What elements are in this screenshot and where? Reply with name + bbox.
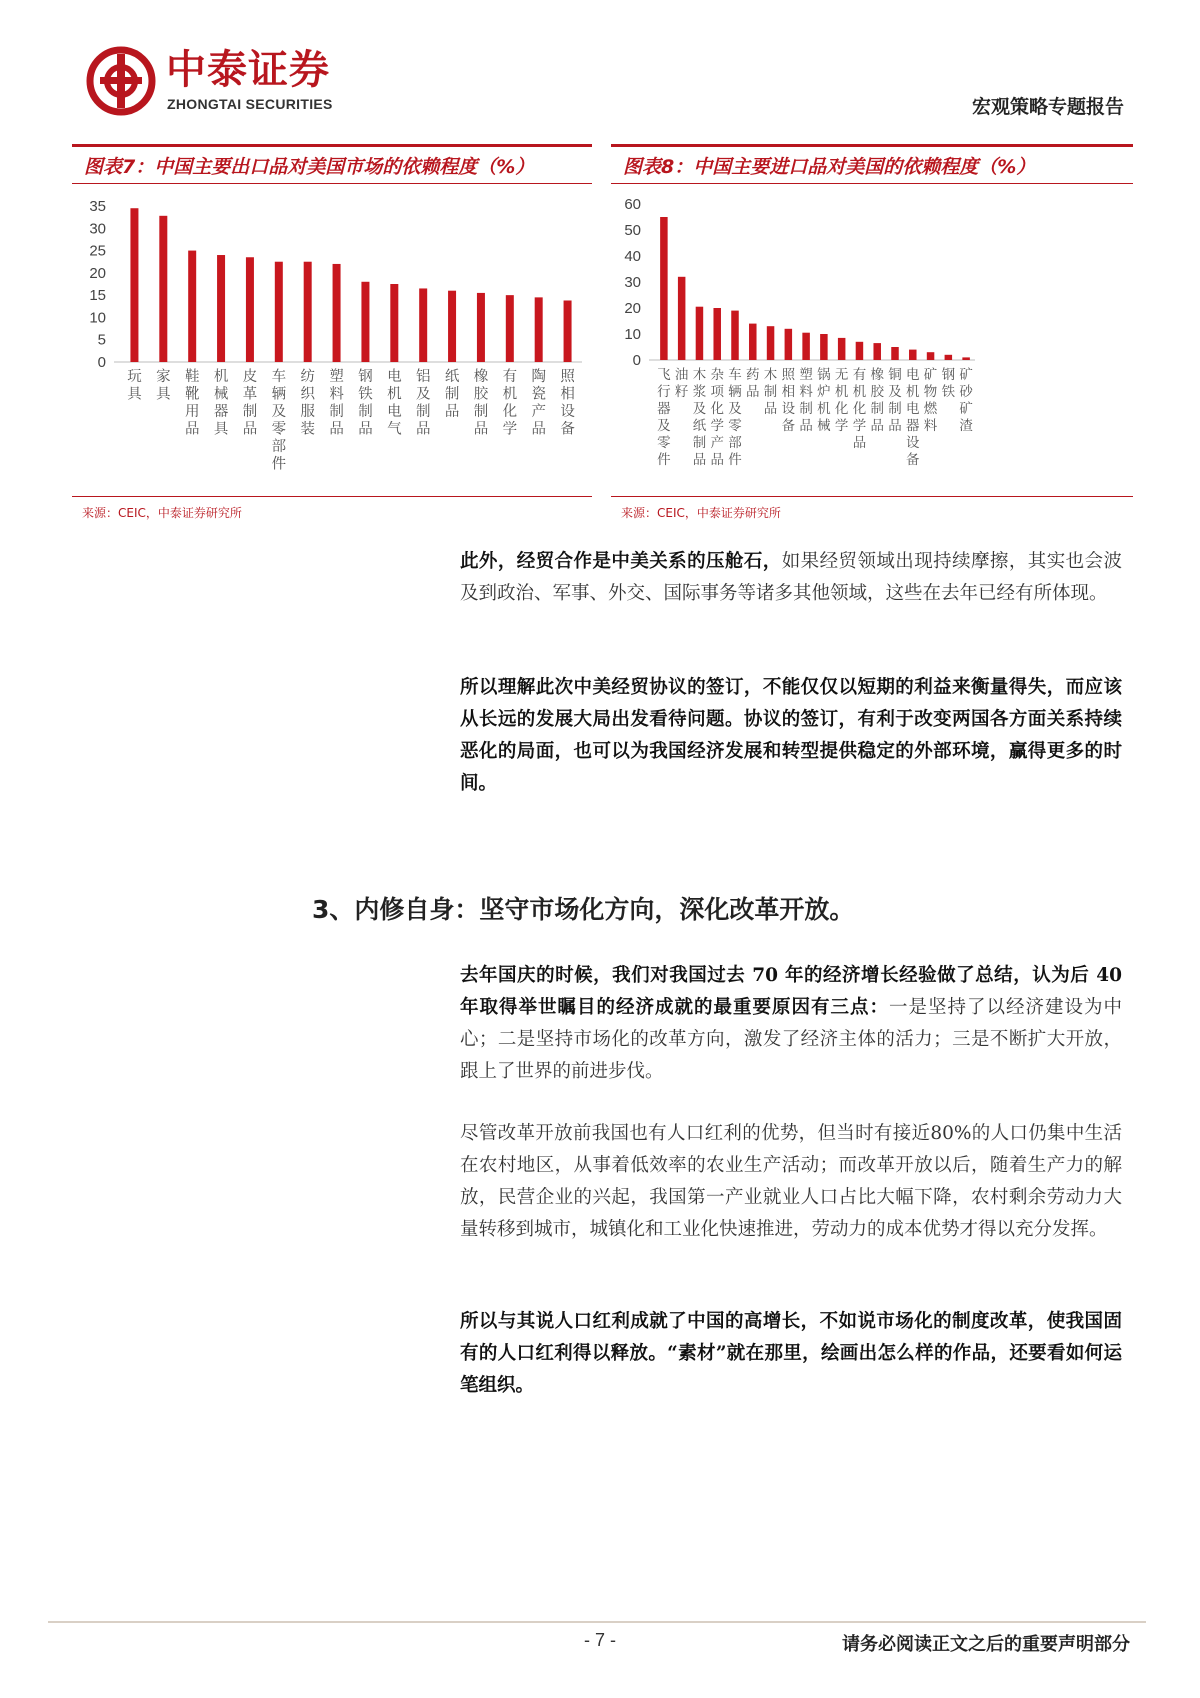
chart7-ytick-label: 10 [89,309,106,327]
chart7-bar [246,257,254,362]
chart7-svg [72,184,592,494]
chart8-bottom-rule [611,496,1133,497]
chart8-category-label: 矿砂矿渣 [959,367,973,433]
chart8-category-label: 矿物燃料 [923,367,938,433]
chart8-bar [731,311,739,360]
chart8-bar [945,355,953,360]
brand-name-cn: 中泰证券 [166,47,330,93]
chart8-ytick-label: 50 [624,222,641,239]
chart8-bar [749,324,757,360]
chart8-category-label: 药品 [746,367,760,399]
paragraph-3-emphasis: 去年国庆的时候，我们对我国过去 70 年的经济增长经验做了总结，认为后 40 年取得举世瞩目的经济成就的最重要原因有三点： [460,965,1122,1018]
chart8-category-label: 油籽 [674,367,689,399]
chart7-category-label: 机械器具 [213,369,229,438]
chart8-bar [820,334,828,360]
chart8-bar [909,350,917,360]
chart7-category-label: 纸制品 [444,369,460,420]
chart7-category-label: 有机化学 [502,369,518,438]
chart8-source: 来源：CEIC，中泰证券研究所 [621,506,781,520]
chart8-panel [611,144,1133,522]
paragraph-5 [460,1306,1122,1402]
chart7-bar [564,300,572,362]
chart7-ytick-label: 5 [97,331,106,349]
paragraph-1 [460,546,1122,610]
chart7-bar [304,262,312,362]
chart8-ytick-label: 20 [624,300,641,317]
paragraph-1-emphasis: 此外，经贸合作是中美关系的压舱石， [460,551,782,572]
chart8-bar [713,308,721,360]
paragraph-3 [460,960,1122,1088]
chart8-category-label: 塑料制品 [799,367,813,433]
chart8-category-label: 钢铁 [941,367,956,399]
chart8-category-label: 杂项化学产品 [710,367,724,467]
chart8-bar [802,333,810,360]
section-3-heading: 3、内修自身：坚守市场化方向，深化改革开放。 [312,895,855,924]
chart8-category-label: 无机化学 [834,367,849,433]
chart7-source: 来源：CEIC，中泰证券研究所 [82,506,242,520]
chart7-bar [419,288,427,362]
chart7-bar [477,293,485,362]
chart7-ytick-label: 35 [89,198,106,215]
chart7-category-label: 橡胶制品 [473,369,489,438]
chart8-bar [927,352,935,360]
zhongtai-logo-icon [86,46,156,116]
chart7-bar [390,284,398,362]
chart8-bar [891,347,899,360]
chart7-bar [448,291,456,362]
chart8-bar [856,342,864,360]
footer-disclaimer: 请务必阅读正文之后的重要声明部分 [842,1634,1130,1655]
chart8-bar [678,277,686,360]
chart7-category-label: 陶瓷产品 [531,369,546,438]
page-number: - 7 - [584,1630,617,1650]
chart8-ytick-label: 60 [624,196,641,213]
chart8-category-label: 木制品 [763,367,778,416]
chart7-ytick-label: 15 [89,287,106,305]
chart7-ytick-label: 25 [89,242,106,260]
chart7-category-label: 纺织服装 [300,369,315,438]
chart8-category-label: 有机化学品 [852,367,867,450]
chart8-category-label: 车辆及零部件 [728,367,742,467]
chart7-category-label: 家具 [156,369,171,403]
chart7-bar [217,255,225,362]
chart7-bar [361,282,369,362]
paragraph-2-emphasis: 所以理解此次中美经贸协议的签订，不能仅仅以短期的利益来衡量得失，而应该从长远的发展大局出发看待问题。协议的签订，有利于改变两国各方面关系持续恶化的局面，也可以为我国经济发展和转型提供稳定的外部环境，赢得更多的时间。 [460,677,1122,794]
chart8-bar [873,343,881,360]
chart7-bar [188,251,196,362]
chart7-ytick-label: 20 [89,264,106,282]
chart7-category-label: 钢铁制品 [358,369,373,438]
chart7-bar [159,216,167,362]
chart8-bar [785,329,793,360]
chart8-category-label: 铜及制品 [888,367,902,433]
chart8-title: 图表8：中国主要进口品对美国的依赖程度（%） [623,156,1036,178]
chart7-category-label: 铝及制品 [415,369,431,438]
chart8-bar [767,326,775,360]
chart8-ytick-label: 40 [624,248,641,265]
chart7-ytick-label: 30 [89,220,106,238]
chart7-bar [333,264,341,362]
paragraph-4: 尽管改革开放前我国也有人口红利的优势，但当时有接近80%的人口仍集中生活在农村地区，从事着低效率的农业生产活动；而改革开放以后，随着生产力的解放，民营企业的兴起，我国第一产业就业人口占比大幅下降，农村剩余劳动力大量转移到城市，城镇化和工业化快速推进，劳动力的成本优势才得以充分发挥。 [460,1123,1122,1240]
footer-rule [48,1621,1146,1623]
chart7-bar [506,295,514,362]
chart8-category-label: 锅炉机械 [817,367,831,433]
paragraph-2 [460,672,1122,800]
chart8-category-label: 照相设备 [781,367,796,433]
chart7-panel [72,144,592,522]
chart7-category-label: 鞋靴用品 [184,369,200,438]
chart7-bar [275,262,283,362]
chart7-category-label: 照相设备 [560,369,575,438]
chart7-bar [535,297,543,362]
chart7-title: 图表7：中国主要出口品对美国市场的依赖程度（%） [84,156,535,178]
chart8-bar [660,217,668,360]
paragraph-5-emphasis: 所以与其说人口红利成就了中国的高增长，不如说市场化的制度改革，使我国固有的人口红利得以释放。“素材”就在那里，绘画出怎么样的作品，还要看如何运笔组织。 [460,1311,1122,1396]
chart7-title-bar [72,144,592,184]
chart8-bar [838,338,846,360]
chart8-category-label: 电机电器设备 [906,367,920,467]
chart7-category-label: 玩具 [127,369,142,403]
chart7-category-label: 塑料制品 [329,369,344,438]
chart7-category-label: 皮革制品 [242,369,258,438]
chart8-svg [611,184,1133,494]
chart7-category-label: 电机电气 [387,369,402,438]
chart7-ytick-label: 0 [97,354,106,371]
chart8-ytick-label: 30 [624,274,641,291]
chart7-category-label: 车辆及零部件 [271,369,287,473]
chart8-ytick-label: 0 [632,352,641,369]
paragraph-1-text: 如果经贸领域出现持续摩擦，其实也会波及到政治、军事、外交、国际事务等诸多其他领域，这些在去年已经有所体现。 [460,551,1122,604]
chart8-bar [962,357,970,360]
chart8-category-label: 木浆及纸制品 [692,367,707,467]
paragraph-3-text: 一是坚持了以经济建设为中心；二是坚持市场化的改革方向，激发了经济主体的活力；三是不断扩大开放，跟上了世界的前进步伐。 [460,997,1122,1082]
report-type-label: 宏观策略专题报告 [971,96,1124,118]
chart7-bottom-rule [72,496,592,497]
chart8-category-label: 橡胶制品 [870,367,884,433]
chart8-title-bar [611,144,1133,184]
brand-name-en: ZHONGTAI SECURITIES [167,96,333,112]
chart8-bar [696,307,704,360]
chart7-bar [130,208,138,362]
chart8-category-label: 飞行器及零件 [657,367,671,467]
chart8-ytick-label: 10 [624,326,641,343]
